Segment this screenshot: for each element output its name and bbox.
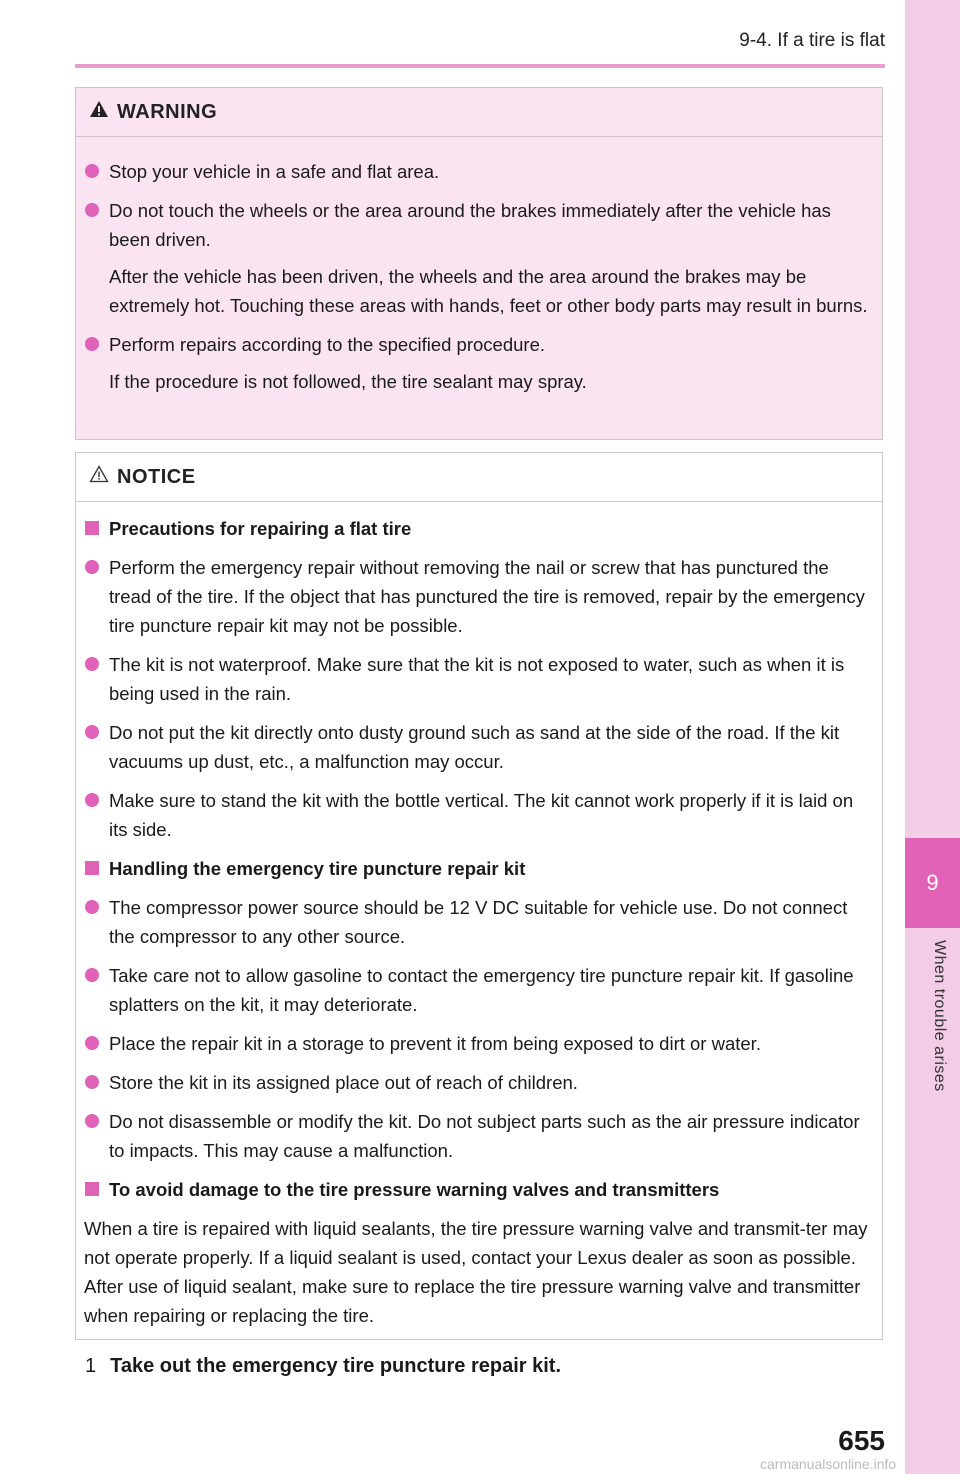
notice-title: NOTICE <box>117 465 196 488</box>
notice-item: Do not put the kit directly onto dusty ground such as sand at the side of the road. If the kit vacuums up dust, etc., a malfunction may occur. <box>84 718 872 776</box>
notice-section-heading: Precautions for repairing a flat tire <box>84 514 872 543</box>
notice-item: Make sure to stand the kit with the bottle vertical. The kit cannot work properly if it is laid on its side. <box>84 786 872 844</box>
watermark: carmanualsonline.info <box>760 1456 897 1472</box>
page-number: 655 <box>838 1425 885 1456</box>
notice-triangle-icon <box>89 465 109 489</box>
warning-item: Stop your vehicle in a safe and flat area. <box>84 157 872 186</box>
warning-item: Perform repairs according to the specified procedure. If the procedure is not followed, the tire sealant may spray. <box>84 330 872 396</box>
side-tab-label: When trouble arises <box>931 940 948 1092</box>
section-header: 9-4. If a tire is flat <box>739 30 885 51</box>
warning-title: WARNING <box>117 100 218 123</box>
notice-box <box>75 452 883 1340</box>
notice-item: Perform the emergency repair without removing the nail or screw that has punctured the tread of the tire. If the object that has punctured the tire is removed, repair by the emergency tire puncture repair kit may not be possible. <box>84 553 872 640</box>
side-tab <box>905 0 960 1474</box>
warning-header <box>76 88 882 137</box>
notice-item: Place the repair kit in a storage to prevent it from being exposed to dirt or water. <box>84 1029 872 1058</box>
side-tab-number: 9 <box>905 838 960 928</box>
step-number: 1 <box>85 1355 97 1377</box>
notice-item: Do not disassemble or modify the kit. Do not subject parts such as the air pressure indicator to impacts. This may cause a malfunction. <box>84 1107 872 1165</box>
warning-item: Do not touch the wheels or the area around the brakes immediately after the vehicle has been driven. After the vehicle has been driven, the wheels and the area around the brakes may be extremely hot. Touching these areas with hands, feet or other body parts may result in burns. <box>84 196 872 320</box>
notice-item: Store the kit in its assigned place out of reach of children. <box>84 1068 872 1097</box>
notice-item: The compressor power source should be 12 V DC suitable for vehicle use. Do not connect the compressor to any other source. <box>84 893 872 951</box>
notice-item: Take care not to allow gasoline to contact the emergency tire puncture repair kit. If gasoline splatters on the kit, it may deteriorate. <box>84 961 872 1019</box>
warning-triangle-icon <box>89 100 109 124</box>
procedure-step <box>85 1355 561 1378</box>
notice-section-heading: To avoid damage to the tire pressure warning valves and transmitters <box>84 1175 872 1204</box>
header-divider <box>75 64 885 68</box>
notice-paragraph: When a tire is repaired with liquid sealants, the tire pressure warning valve and transmit-ter may not operate properly. If a liquid sealant is used, contact your Lexus dealer as soon as possible. After use of liquid sealant, make sure to replace the tire pressure warning valve and transmitter when repairing or replacing the tire. <box>84 1218 868 1326</box>
notice-header <box>76 453 882 502</box>
notice-item: The kit is not waterproof. Make sure that the kit is not exposed to water, such as when it is being used in the rain. <box>84 650 872 708</box>
warning-box <box>75 87 883 440</box>
notice-section-heading: Handling the emergency tire puncture repair kit <box>84 854 872 883</box>
step-text: Take out the emergency tire puncture repair kit. <box>110 1355 561 1377</box>
